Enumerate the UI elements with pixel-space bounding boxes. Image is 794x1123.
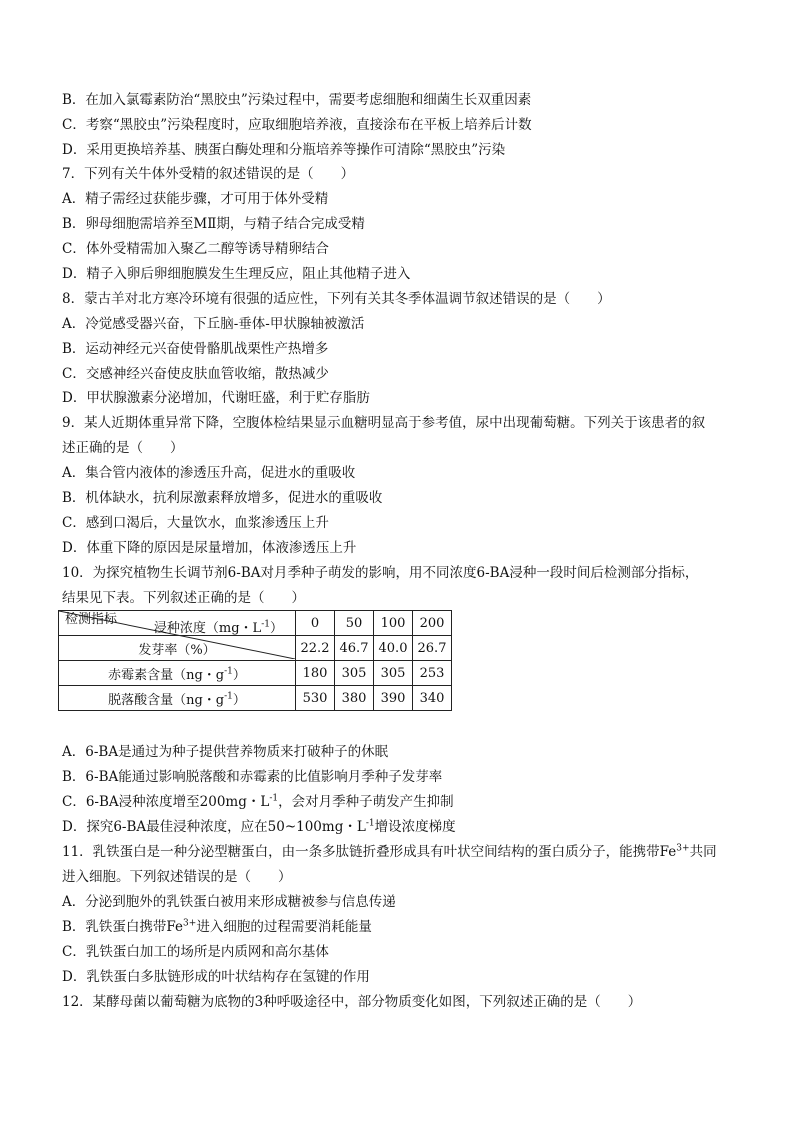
q10-option-d: D．探究6-BA最佳浸种浓度，应在50~100mg・$L^{-1}$增设浓度梯度 — [62, 818, 456, 835]
q6-option-c: C．考察“黑胶虫”污染程度时，应取细胞培养液，直接涂布在平板上培养后计数 — [62, 117, 532, 133]
column-header: 100 — [374, 611, 413, 636]
q9-option-d: D．体重下降的原因是尿量增加，体液渗透压上升 — [62, 540, 357, 556]
q11-stem-line1: 11．乳铁蛋白是一种分泌型糖蛋白，由一条多肽链折叠形成具有叶状空间结构的蛋白质分子，能携带$Fe^{3+}$共同 — [62, 843, 717, 860]
q7-stem: 7．下列有关牛体外受精的叙述错误的是（ ） — [62, 166, 355, 182]
q10-option-b: B．6-BA能通过影响脱落酸和赤霉素的比值影响月季种子发芽率 — [62, 769, 443, 785]
q10-stem-line1: 10．为探究植物生长调节剂6-BA对月季种子萌发的影响，用不同浓度6-BA浸种一段时间后检测部分指标， — [62, 565, 699, 581]
table-cell: 380 — [335, 686, 374, 711]
q9-stem-line1: 9．某人近期体重异常下降，空腹体检结果显示血糖明显高于参考值，尿中出现葡萄糖。下列关于该患者的叙 — [62, 415, 706, 431]
q9-option-c: C．感到口渴后，大量饮水，血浆渗透压上升 — [62, 515, 329, 531]
q8-option-c: C．交感神经兴奋使皮肤血管收缩，散热减少 — [62, 366, 329, 382]
table-cell: 180 — [296, 661, 335, 686]
q9-option-a: A．集合管内液体的渗透压升高，促进水的重吸收 — [62, 465, 356, 481]
q11-stem-line2: 进入细胞。下列叙述错误的是（ ） — [62, 869, 292, 885]
table-cell: 305 — [374, 661, 413, 686]
table-cell: 530 — [296, 686, 335, 711]
q10-option-c: C．6-BA浸种浓度增至200mg・$L^{-1}$，会对月季种子萌发产生抑制 — [62, 793, 454, 810]
q8-option-b: B．运动神经元兴奋使骨骼肌战栗性产热增多 — [62, 341, 329, 357]
q11-option-a: A．分泌到胞外的乳铁蛋白被用来形成糖被参与信息传递 — [62, 894, 396, 910]
column-header: 0 — [296, 611, 335, 636]
q11-option-c: C．乳铁蛋白加工的场所是内质网和高尔基体 — [62, 944, 329, 960]
q7-option-c: C．体外受精需加入聚乙二醇等诱导精卵结合 — [62, 241, 329, 257]
header-concentration: 浸种浓度（mg・$L^{-1}$） — [153, 619, 283, 636]
header-indicator: 检测指标 — [65, 612, 118, 627]
q8-stem: 8．蒙古羊对北方寒冷环境有很强的适应性，下列有关其冬季体温调节叙述错误的是（ ） — [62, 291, 611, 307]
q7-option-b: B．卵母细胞需培养至MⅡ期，与精子结合完成受精 — [62, 216, 365, 232]
table-cell: 26.7 — [413, 636, 452, 661]
table-cell: 40.0 — [374, 636, 413, 661]
table-cell: 340 — [413, 686, 452, 711]
q10-option-a: A．6-BA是通过为种子提供营养物质来打破种子的休眠 — [62, 744, 389, 760]
table-cell: 46.7 — [335, 636, 374, 661]
row-label: 赤霉素含量（ng・$g^{-1}$） — [59, 661, 296, 686]
q11-option-b: B．乳铁蛋白携带$Fe^{3+}$进入细胞的过程需要消耗能量 — [62, 918, 372, 935]
table-cell: 390 — [374, 686, 413, 711]
table-cell: 22.2 — [296, 636, 335, 661]
q7-option-a: A．精子需经过获能步骤，才可用于体外受精 — [62, 191, 329, 207]
diagonal-header-cell — [59, 611, 296, 636]
q12-stem: 12．某酵母菌以葡萄糖为底物的3种呼吸途径中，部分物质变化如图，下列叙述正确的是（ ） — [62, 994, 642, 1010]
q8-option-d: D．甲状腺激素分泌增加，代谢旺盛，利于贮存脂肪 — [62, 390, 370, 406]
table-cell: 253 — [413, 661, 452, 686]
table-cell: 305 — [335, 661, 374, 686]
q9-stem-line2: 述正确的是（ ） — [62, 440, 184, 456]
q10-stem-line2: 结果见下表。下列叙述正确的是（ ） — [62, 590, 305, 606]
table-header-row — [59, 611, 452, 636]
q11-option-d: D．乳铁蛋白多肽链形成的叶状结构存在氢键的作用 — [62, 969, 370, 985]
q6-option-b: B．在加入氯霉素防治“黑胶虫”污染过程中，需要考虑细胞和细菌生长双重因素 — [62, 92, 532, 108]
row-label: 发芽率（%） — [59, 636, 296, 661]
column-header: 200 — [413, 611, 452, 636]
table-row — [59, 661, 452, 686]
q7-option-d: D．精子入卵后卵细胞膜发生生理反应，阻止其他精子进入 — [62, 266, 411, 282]
row-label: 脱落酸含量（ng・$g^{-1}$） — [59, 686, 296, 711]
q6-option-d: D．采用更换培养基、胰蛋白酶处理和分瓶培养等操作可清除“黑胶虫”污染 — [62, 142, 506, 158]
table-row — [59, 686, 452, 711]
q9-option-b: B．机体缺水，抗利尿激素释放增多，促进水的重吸收 — [62, 490, 383, 506]
column-header: 50 — [335, 611, 374, 636]
q8-option-a: A．冷觉感受器兴奋，下丘脑-垂体-甲状腺轴被激活 — [62, 316, 365, 332]
results-table — [58, 610, 452, 711]
